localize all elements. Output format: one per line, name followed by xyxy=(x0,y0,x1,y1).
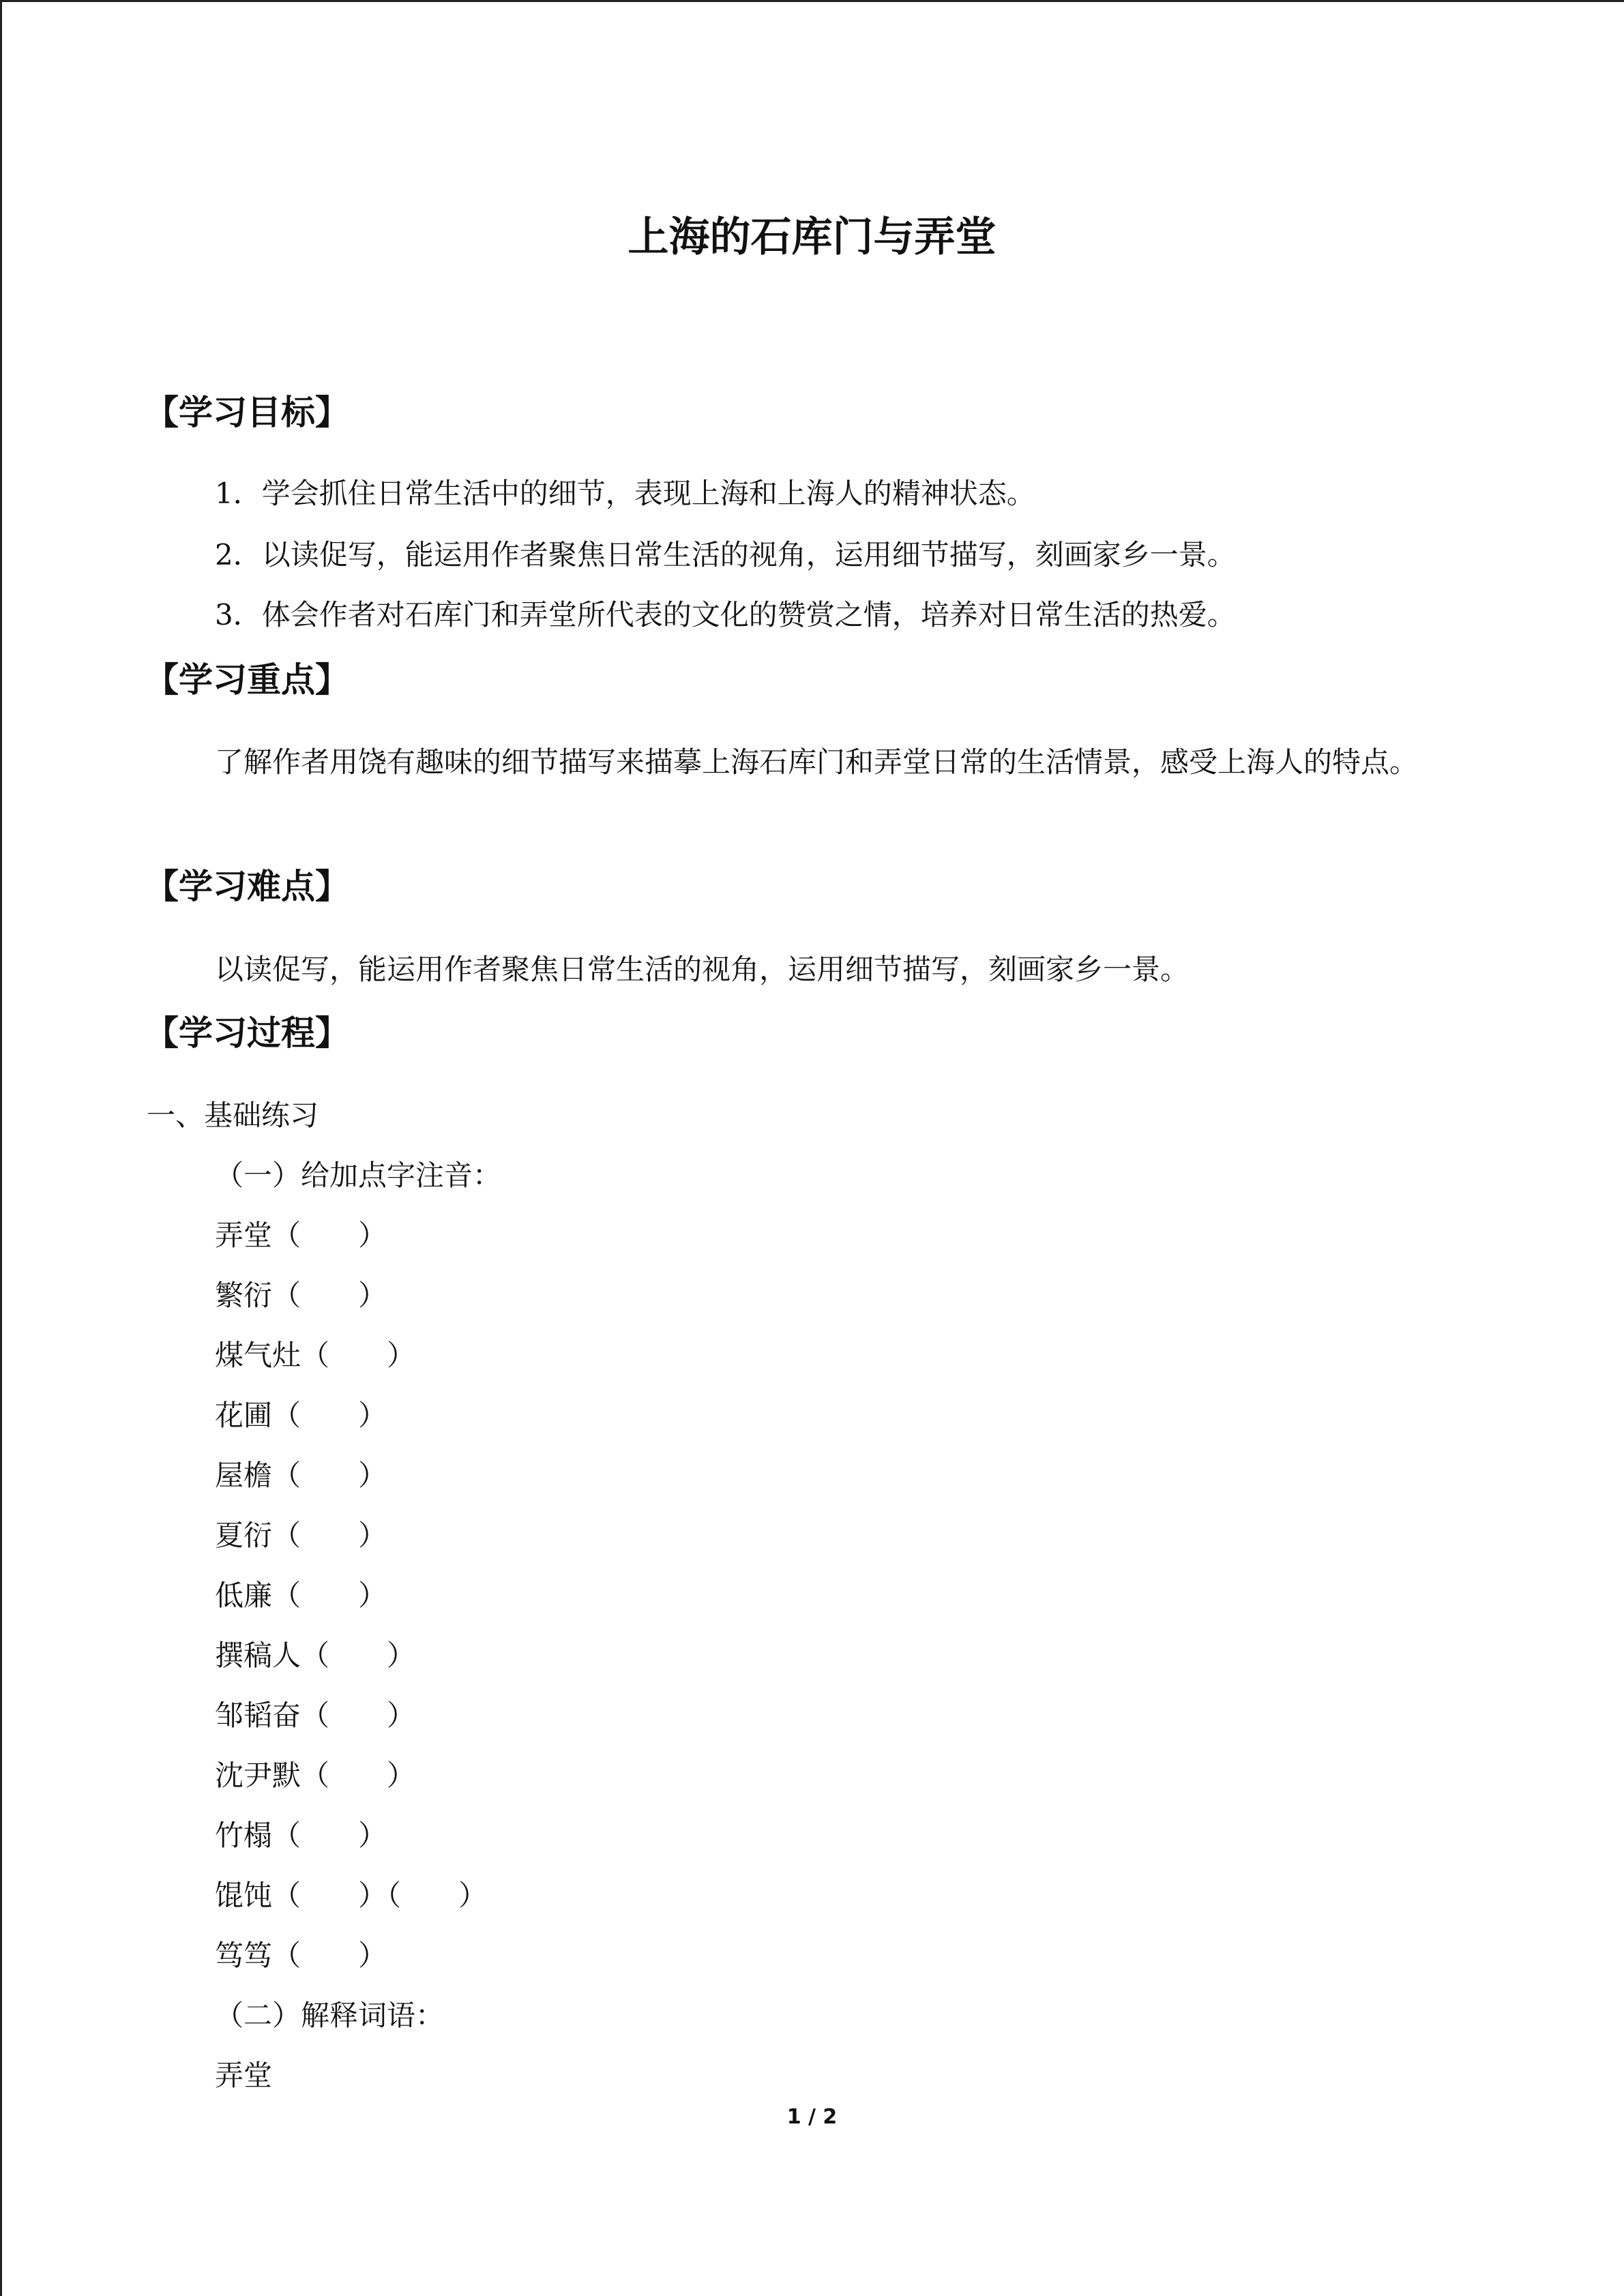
pinyin-word: 邹韬奋（ ） xyxy=(215,1699,416,1732)
part-basic-exercise: 一、基础练习 xyxy=(147,1099,319,1132)
goal-item-3: 3．体会作者对石库门和弄堂所代表的文化的赞赏之情，培养对日常生活的热爱。 xyxy=(215,598,1236,631)
pinyin-word: 笃笃（ ） xyxy=(215,1939,387,1972)
pinyin-word: 馄饨（ ）（ ） xyxy=(215,1879,488,1912)
pinyin-word: 弄堂（ ） xyxy=(215,1219,387,1252)
pinyin-word: 竹榻（ ） xyxy=(215,1819,387,1852)
heading-difficult-points: 【学习难点】 xyxy=(145,867,349,906)
document-title: 上海的石库门与弄堂 xyxy=(628,213,996,261)
heading-process: 【学习过程】 xyxy=(145,1013,349,1053)
page-border-top xyxy=(0,0,1624,2)
page-number: 1 / 2 xyxy=(786,2105,838,2129)
key-points-text: 了解作者用饶有趣味的细节描写来描摹上海石库门和弄堂日常的生活情景，感受上海人的特点。 xyxy=(215,745,1419,779)
pinyin-word: 屋檐（ ） xyxy=(215,1459,387,1492)
heading-key-points: 【学习重点】 xyxy=(145,660,349,700)
difficult-points-text: 以读促写，能运用作者聚焦日常生活的视角，运用细节描写，刻画家乡一景。 xyxy=(215,953,1190,986)
pinyin-word: 撰稿人（ ） xyxy=(215,1639,416,1672)
pinyin-word: 低廉（ ） xyxy=(215,1579,387,1612)
pinyin-word: 煤气灶（ ） xyxy=(215,1339,416,1372)
pinyin-word: 繁衍（ ） xyxy=(215,1279,387,1312)
subpart-explain-words: （二）解释词语： xyxy=(215,1999,445,2032)
explain-term: 弄堂 xyxy=(215,2059,273,2092)
pinyin-word: 沈尹默（ ） xyxy=(215,1759,416,1792)
goal-item-1: 1．学会抓住日常生活中的细节，表现上海和上海人的精神状态。 xyxy=(215,477,1035,510)
subpart-pinyin: （一）给加点字注音： xyxy=(215,1159,502,1192)
heading-goals: 【学习目标】 xyxy=(145,393,349,432)
pinyin-word: 花圃（ ） xyxy=(215,1399,387,1432)
goal-item-2: 2．以读促写，能运用作者聚焦日常生活的视角，运用细节描写，刻画家乡一景。 xyxy=(215,538,1236,571)
page-border-left xyxy=(0,0,2,2296)
pinyin-word: 夏衍（ ） xyxy=(215,1519,387,1552)
